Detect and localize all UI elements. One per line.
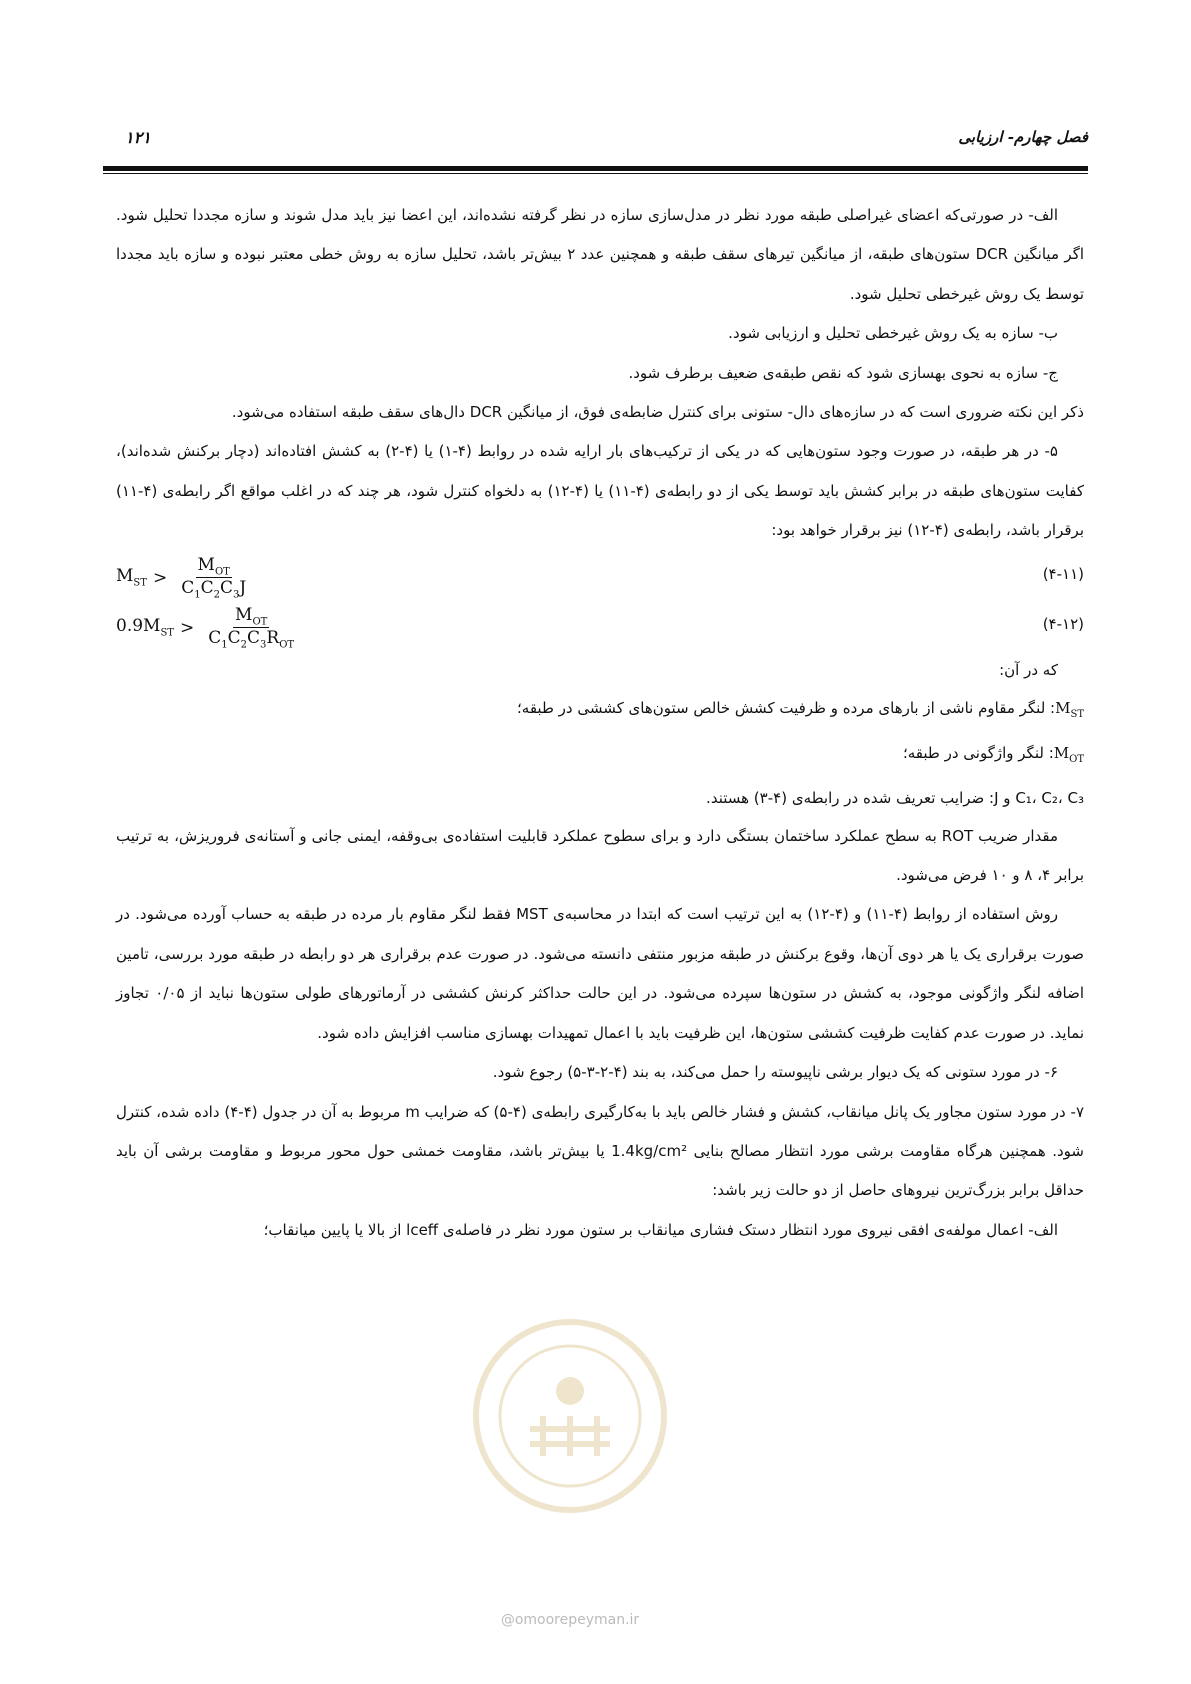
- eq2-fraction: $\frac{M_{OT}}{C_1C_2C_3R_{OT}}$: [208, 604, 295, 651]
- paragraph-note: ذکر این نکته ضروری است که در سازه‌های دال- ستونی برای کنترل ضابطه‌ی فوق، از میانگین DCR دال‌های سقف طبقه استفاده می‌شود.: [231, 403, 1084, 422]
- definitions-intro: که در آن:: [999, 660, 1058, 679]
- header-rule-thin: [103, 173, 1088, 174]
- paragraph-jim: ج- سازه به نحوی بهسازی شود که نقص طبقه‌ی ضعیف برطرف شود.: [628, 363, 1058, 382]
- eq1-lhs: $M_{ST}$: [116, 566, 147, 589]
- equation-number-4-11: (۴-۱۱): [1042, 564, 1084, 583]
- seal-watermark-icon: [470, 1316, 670, 1516]
- paragraph-item-7: ۷- در مورد ستون مجاور یک پانل میانقاب، کشش و فشار خالص باید با به‌کارگیری رابطه‌ی (۴-۵) که ضرایب m مربوط به آن در جدول (۴-۴) داده شده، کنترل شود. همچنین هرگاه مقاومت برشی مورد انتظار مصالح بنایی 1.4kg/cm² یا بیش‌تر باشد، مقاومت خمشی حول محور مربوط و مقاومت برشی آن باید حداقل برابر بزرگ‌ترین نیروهای حاصل از دو حالت زیر باشد:: [116, 1102, 1084, 1200]
- paragraph-item-6: ۶- در مورد ستونی که یک دیوار برشی ناپیوسته را حمل می‌کند، به بند (۴-۲-۳-۵) رجوع شود.: [492, 1063, 1058, 1082]
- definitions: [116, 651, 1084, 817]
- page-number: ۱۲۱: [125, 128, 151, 147]
- chapter-title: فصل چهارم- ارزیابی: [958, 128, 1088, 146]
- eq2-lhs: $0.9M_{ST}$: [116, 616, 174, 639]
- page-body: [116, 196, 1084, 1250]
- paragraph-method: روش استفاده از روابط (۴-۱۱) و (۴-۱۲) به این ترتیب است که ابتدا در محاسبه‌ی MST فقط لنگر مقاوم بار مرده در طبقه به حساب آورده می‌شود. در صورت برقراری یک یا هر دوی آن‌ها، وقوع برکنش در طبقه مزبور منتفی دانسته می‌شود. در صورت عدم برقراری هر دو رابطه در طبقه مورد بررسی، تامین اضافه لنگر واژگونی موجود، به کشش در ستون‌ها سپرده می‌شود. در این حالت حداکثر کرنش کششی در آرماتورهای طولی ستون‌ها نباید از ۰/۰۵ تجاوز نماید. در صورت عدم کفایت ظرفیت کششی ستون‌ها، این ظرفیت باید با اعمال تمهیدات بهسازی مناسب افزایش داده شود.: [116, 905, 1084, 1042]
- equation-number-4-12: (۴-۱۲): [1042, 614, 1084, 633]
- paragraph-alef: الف- در صورتی‌که اعضای غیراصلی طبقه مورد نظر در مدل‌سازی سازه در نظر گرفته نشده‌اند، این اعضا نیز باید مدل شوند و سازه مجددا تحلیل شود. اگر میانگین DCR ستون‌های طبقه، از میانگین تیرهای سقف طبقه و همچنین عدد ۲ بیش‌تر باشد، تحلیل سازه به روش خطی معتبر نبوده و سازه باید مجددا توسط یک روش غیرخطی تحلیل شود.: [116, 206, 1085, 303]
- watermark-url: @omoorepeyman.ir: [500, 1612, 640, 1628]
- eq1-fraction: $\frac{M_{OT}}{C_1C_2C_3J}$: [181, 554, 247, 601]
- equation-4-12: $0.9M_{ST}$ > $\frac{M_{OT}}{C_1C_2C_3R_{OT}}$ (۴-۱۲): [116, 604, 1084, 651]
- paragraph-item-5: ۵- در هر طبقه، در صورت وجود ستون‌هایی که در یکی از ترکیب‌های بار ارایه شده در روابط (۴-۱) یا (۴-۲) به کشش افتاده‌اند (دچار برکنش شده‌اند)، کفایت ستون‌های طبقه در برابر کشش باید توسط یکی از دو رابطه‌ی (۴-۱۱) یا (۴-۱۲) به دلخواه کنترل شود، هر چند که در اغلب مواقع اگر رابطه‌ی (۴-۱۱) برقرار باشد، رابطه‌ی (۴-۱۲) نیز برقرار خواهد بود:: [116, 442, 1084, 540]
- definition-mot: $M_{OT}$: لنگر واژگونی در طبقه؛: [902, 743, 1084, 765]
- paragraph-alef-2: الف- اعمال مولفه‌ی افقی نیروی مورد انتظار دستک فشاری میانقاب بر ستون مورد نظر در فاصله‌ی lceff از بالا یا پایین میانقاب؛: [263, 1220, 1058, 1239]
- paragraph-be: ب- سازه به یک روش غیرخطی تحلیل و ارزیابی شود.: [728, 324, 1058, 343]
- definition-mst: $M_{ST}$: لنگر مقاوم ناشی از بارهای مرده و ظرفیت کشش خالص ستون‌های کششی در طبقه؛: [517, 698, 1084, 720]
- equation-4-11: $M_{ST}$ > $\frac{M_{OT}}{C_1C_2C_3J}$ (۴-۱۱): [116, 554, 1084, 601]
- page-header: [103, 128, 1088, 154]
- definition-coefficients: C₁، C₂، C₃ و J: ضرایب تعریف شده در رابطه‌ی (۴-۳) هستند.: [706, 788, 1084, 807]
- paragraph-rot: مقدار ضریب ROT به سطح عملکرد ساختمان بستگی دارد و برای سطوح عملکرد قابلیت استفاده‌ی بی‌وقفه، ایمنی جانی و آستانه‌ی فروریزش، به ترتیب برابر ۴، ۸ و ۱۰ فرض می‌شود.: [116, 826, 1084, 885]
- header-rule-thick: [103, 166, 1088, 171]
